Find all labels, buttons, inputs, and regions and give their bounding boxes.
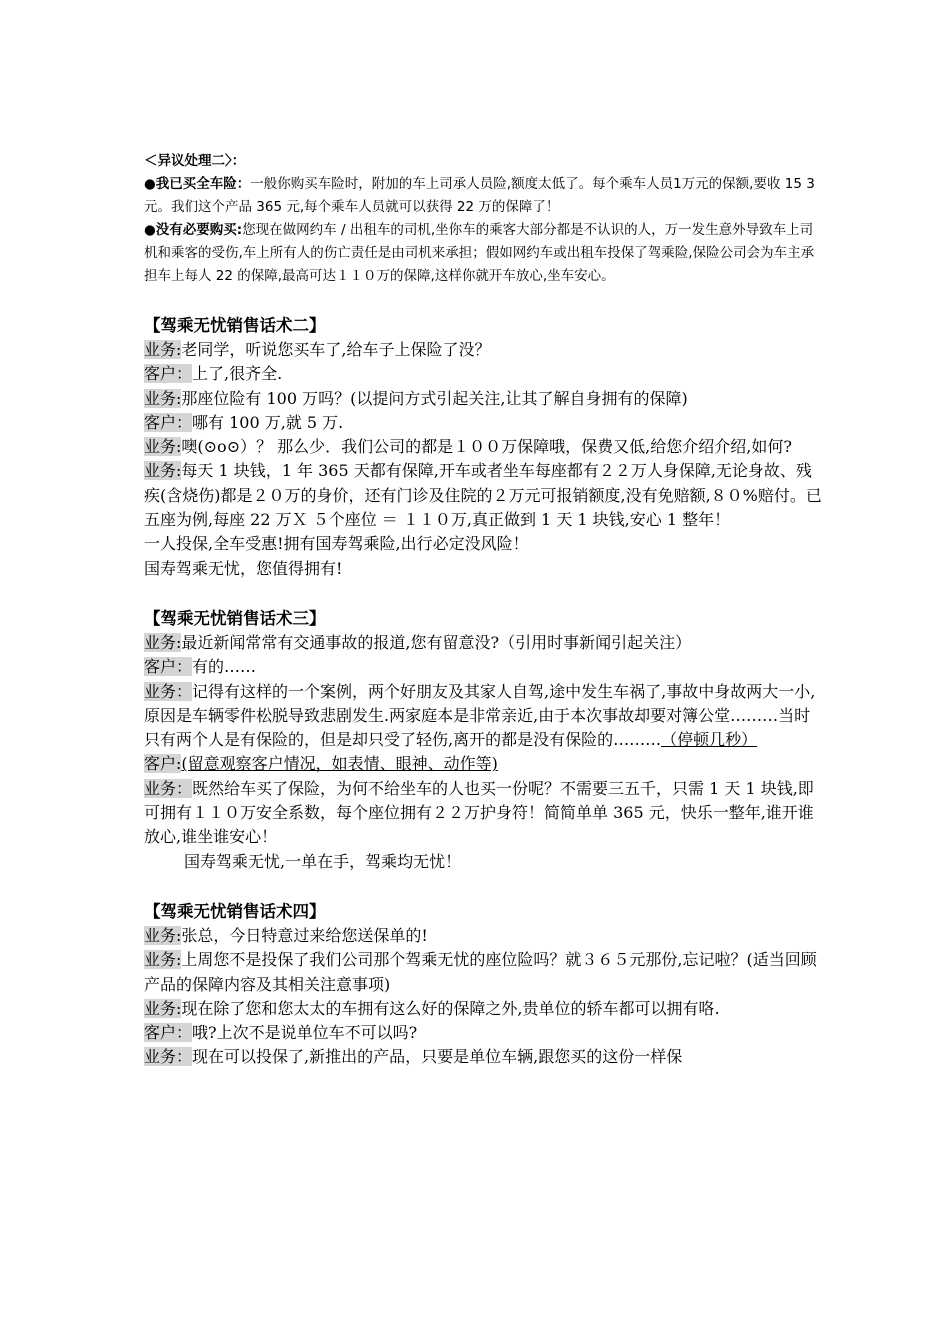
- dialogue-text: 老同学，听说您买车了,给车子上保险了没？: [181, 340, 491, 359]
- dialogue-line: [144, 997, 824, 1021]
- speaker-label: 业务：: [144, 778, 193, 798]
- dialogue-text: 最近新闻常常有交通事故的报道,您有留意没?（引用时事新闻引起关注）: [181, 632, 692, 652]
- dialogue-line: [144, 752, 824, 776]
- speaker-label: 客户：: [144, 1023, 193, 1043]
- script-section-4: [144, 900, 824, 1070]
- speaker-label: 业务:: [144, 388, 182, 408]
- dialogue-line: [144, 655, 824, 679]
- dialogue-text: 每天 1 块钱，1 年 365 天都有保障,开车或者坐车每座都有２２万人身保障,无论身故、残疾(含烧伤)都是２０万的身价，还有门诊及住院的２万元可报销额度,没有免赔额,８０%赔付。已五座为例,每座 22 万Ｘ ５个座位 ＝ １１０万,真正做到 1 天 1 块钱,安心 1 整年！: [144, 461, 822, 530]
- section-title: 【驾乘无忧销售话术四】: [144, 901, 326, 921]
- objection-keyword: ●我已买全车险：: [144, 176, 251, 192]
- speaker-label: 业务:: [144, 925, 182, 945]
- underlined-note: (留意观察客户情况，如表情、眼神、动作等): [181, 754, 498, 774]
- dialogue-line: [144, 435, 824, 459]
- script-section-3: [144, 607, 824, 874]
- dialogue-text: 噢(⊙o⊙）？ 那么少．我们公司的都是１００万保障哦，保费又低,给您介绍介绍,如何?: [181, 437, 792, 457]
- speaker-label: 业务：: [144, 1047, 193, 1067]
- dialogue-line: [144, 459, 824, 532]
- dialogue-text: 记得有这样的一个案例，两个好朋友及其家人自驾,途中发生车祸了,事故中身故两大一小,原因是车辆零件松脱导致悲剧发生.两家庭本是非常亲近,由于本次事故却要对簿公堂………当时只有两个人是有保险的，但是却只受了轻伤,离开的都是没有保险的………: [144, 681, 816, 750]
- dialogue-text: 既然给车买了保险，为何不给坐车的人也买一份呢？不需要三五千，只需 1 天 1 块钱,即可拥有１１０万安全系数，每个座位拥有２２万护身符！简简单单 365 元，快乐一整年,谁开谁放心,谁坐谁安心！: [144, 778, 814, 847]
- objection-text: 一般你购买车险时，附加的车上司承人员险,额度太低了。每个乘车人员1万元的保额,要收 15 3 元。我们这个产品 365 元,每个乘车人员就可以获得 22 万的保障了！: [144, 176, 815, 215]
- dialogue-text: 那座位险有 100 万吗？(以提问方式引起关注,让其了解自身拥有的保障): [181, 388, 688, 408]
- dialogue-text: 上周您不是投保了我们公司那个驾乘无忧的座位险吗？就３６５元那份,忘记啦？(适当回顾产品的保障内容及其相关注意事项): [144, 950, 817, 994]
- dialogue-text: 上了,很齐全.: [192, 364, 283, 384]
- dialogue-text: 现在除了您和您太太的车拥有这么好的保障之外,贵单位的轿车都可以拥有咯.: [181, 998, 720, 1018]
- dialogue-line: [144, 362, 824, 386]
- speaker-label: 业务:: [144, 632, 182, 652]
- dialogue-line: [144, 777, 824, 850]
- dialogue-line: [144, 631, 824, 655]
- slogan-line: 国寿驾乘无忧,一单在手，驾乘均无忧！: [184, 851, 462, 871]
- dialogue-line: [144, 924, 824, 948]
- dialogue-line: [144, 680, 824, 753]
- document-body: [144, 150, 824, 1070]
- objection-text: 您现在做网约车 / 出租车的司机,坐你车的乘客大部分都是不认识的人，万一发生意外导致车上司机和乘客的受伤,车上所有人的伤亡责任是由司机来承担；假如网约车或出租车投保了驾乘险,保险公司会为车主承担车上每人 22 的保障,最高可达１１０万的保障,这样你就开车放心,坐车安心。: [144, 222, 815, 284]
- speaker-label: 客户：: [144, 364, 193, 384]
- speaker-label: 业务:: [144, 340, 182, 359]
- dialogue-text: 张总，今日特意过来给您送保单的!: [181, 925, 428, 945]
- dialogue-text: 有的……: [192, 657, 257, 677]
- dialogue-text: 哦?上次不是说单位车不可以吗?: [192, 1023, 418, 1043]
- speaker-label: 客户:: [144, 754, 182, 774]
- slogan-line: 一人投保,全车受惠!拥有国寿驾乘险,出行必定没风险！: [144, 534, 529, 554]
- dialogue-line: [144, 948, 824, 997]
- speaker-label: 业务:: [144, 998, 182, 1018]
- dialogue-line: [144, 338, 824, 362]
- dialogue-line: [144, 411, 824, 435]
- objection-keyword: ●没有必要购买:: [144, 222, 243, 238]
- section-title: 【驾乘无忧销售话术二】: [144, 316, 326, 335]
- objection-block: [144, 150, 824, 288]
- speaker-label: 业务:: [144, 437, 182, 457]
- objection-heading: ＜异议处理二〉：: [144, 153, 246, 169]
- speaker-label: 客户：: [144, 412, 193, 432]
- speaker-label: 客户：: [144, 657, 193, 677]
- speaker-label: 业务:: [144, 950, 182, 970]
- objection-item: [144, 219, 824, 288]
- script-section-2: [144, 314, 824, 581]
- section-title: 【驾乘无忧销售话术三】: [144, 608, 326, 628]
- speaker-label: 业务:: [144, 461, 182, 481]
- underlined-note: （停顿几秒）: [661, 730, 758, 750]
- speaker-label: 业务：: [144, 681, 193, 701]
- dialogue-text: 现在可以投保了,新推出的产品，只要是单位车辆,跟您买的这份一样保: [192, 1047, 683, 1067]
- dialogue-line: [144, 387, 824, 411]
- slogan-line: 国寿驾乘无忧，您值得拥有!: [144, 558, 343, 578]
- dialogue-line: [144, 1021, 824, 1045]
- dialogue-text: 哪有 100 万,就 5 万.: [192, 412, 344, 432]
- objection-item: [144, 173, 824, 219]
- dialogue-line: [144, 1045, 824, 1069]
